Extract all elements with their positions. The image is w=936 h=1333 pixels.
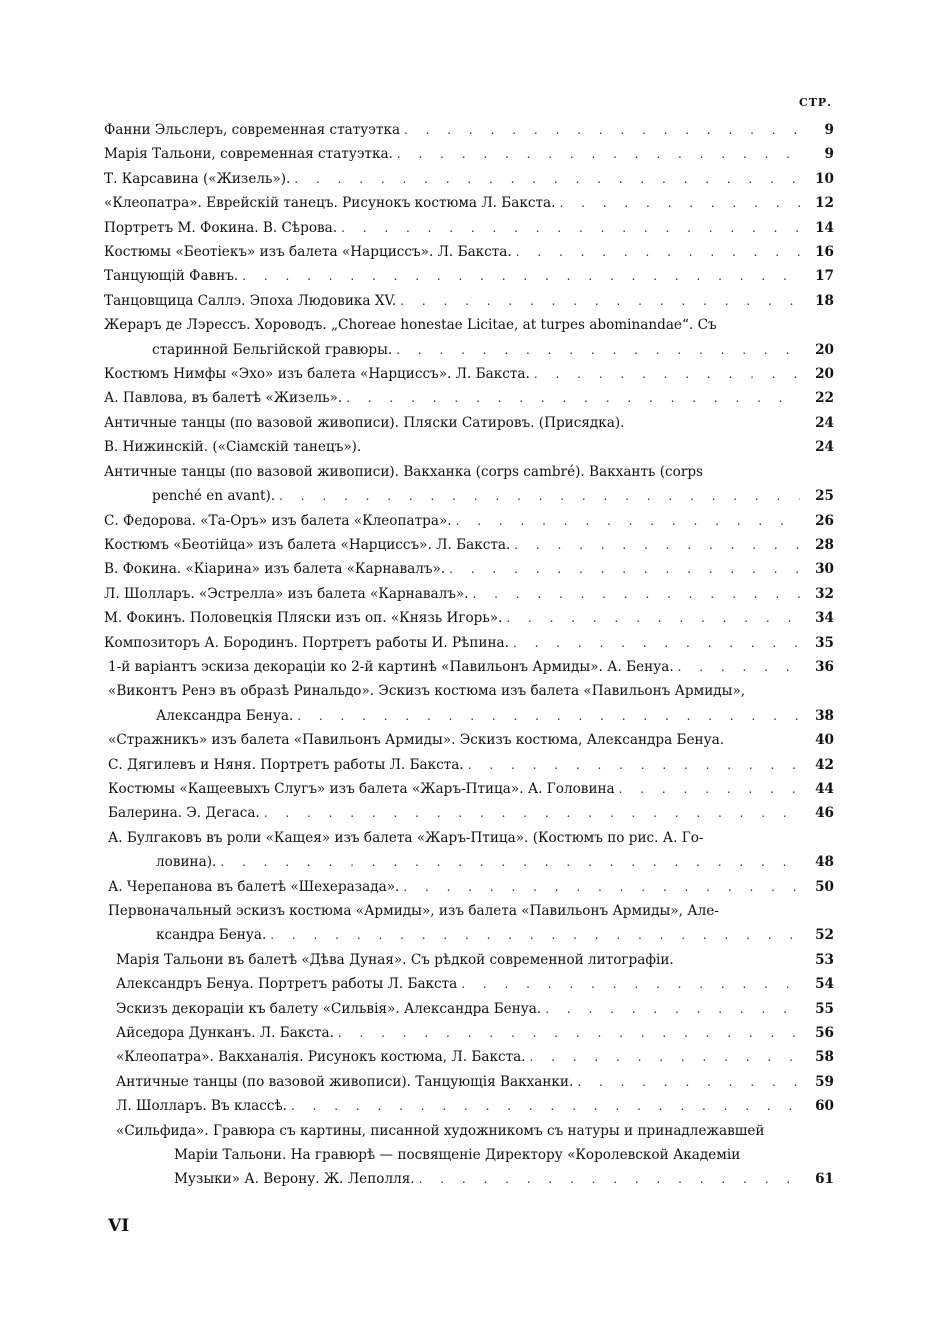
toc-entry: [104, 557, 834, 581]
toc-entry-title-line: Эскизъ декораціи къ балету «Сильвія». Александра Бенуа.: [116, 1000, 542, 1017]
toc-entry-page-number: 35: [815, 634, 834, 651]
toc-entry-title-line: penché en avant).: [152, 488, 276, 505]
dot-leader: [220, 850, 800, 874]
toc-entry-title-line: М. Фокинъ. Половецкія Пляски изъ оп. «Князь Игорь».: [104, 610, 503, 627]
dot-leader: [530, 1045, 800, 1069]
toc-entry-title-line: старинной Бельгійской гравюры.: [152, 341, 393, 358]
dot-leader: [678, 655, 800, 679]
toc-entry: [104, 411, 834, 435]
toc-entry: [104, 826, 834, 875]
toc-entry-page-number: 38: [815, 707, 834, 724]
toc-entry: [104, 264, 834, 288]
toc-entry: [104, 167, 834, 191]
toc-entry-page-number: 12: [815, 195, 834, 212]
toc-entry: [104, 1119, 834, 1192]
toc-entry-title-line: Фанни Эльслеръ, современная статуэтка: [104, 122, 401, 138]
dot-leader: [396, 338, 800, 362]
toc-entry-title-line: Композиторъ А. Бородинъ. Портретъ работы И. Рѣпина.: [104, 634, 509, 651]
toc-entry-page-number: 46: [815, 805, 834, 822]
toc-entry-title-line: В. Фокина. «Кіарина» изъ балета «Карнавалъ».: [104, 561, 446, 578]
toc-entry-page-number: 40: [815, 732, 834, 749]
toc-entry: [104, 216, 834, 240]
toc-entry: [104, 1094, 834, 1118]
toc-entry-page-number: 17: [815, 268, 834, 285]
toc-entry: [104, 386, 834, 410]
toc-entry-title-line: «Стражникъ» изъ балета «Павильонъ Армиды». Эскизъ костюма, Александра Бенуа.: [108, 732, 725, 749]
toc-entry-title-line: Л. Шолларъ. Въ классѣ.: [116, 1098, 287, 1115]
toc-entry-page-number: 24: [815, 439, 834, 456]
toc-entry-title-line: Первоначальный эскизъ костюма «Армиды», изъ балета «Павильонъ Армиды», Але-: [108, 903, 719, 919]
page-number-roman: VI: [108, 1216, 130, 1236]
toc-entry-title-line: Костюмъ «Беотійца» изъ балета «Нарциссъ». Л. Бакста.: [104, 536, 511, 553]
toc-entry-page-number: 22: [815, 390, 834, 407]
dot-leader: [506, 606, 800, 630]
dot-leader: [346, 386, 800, 410]
dot-leader: [456, 509, 800, 533]
dot-leader: [619, 777, 800, 801]
toc-entry-page-number: 28: [815, 536, 834, 553]
toc-entry-page-number: 48: [815, 854, 834, 871]
dot-leader: [534, 362, 800, 386]
toc-entry-title-line: ксандра Бенуа.: [156, 927, 267, 944]
toc-entry-title-line: Танцующій Фавнъ.: [104, 268, 239, 285]
toc-entry-title-line: «Сильфида». Гравюра съ картины, писанной художникомъ съ натуры и принадлежавшей: [116, 1122, 765, 1139]
toc-entry-title-line: Танцовщица Саллэ. Эпоха Людовика XV.: [104, 292, 397, 309]
list-of-illustrations: [104, 118, 834, 1192]
toc-entry-page-number: 53: [815, 951, 834, 968]
toc-entry: [104, 435, 834, 459]
dot-leader: [242, 264, 800, 288]
toc-entry: [104, 240, 834, 264]
dot-leader: [468, 753, 800, 777]
dot-leader: [297, 704, 800, 728]
toc-entry-page-number: 55: [815, 1000, 834, 1017]
toc-entry-title-line: Александра Бенуа.: [156, 707, 294, 724]
toc-entry-title-line: «Клеопатра». Вакханалія. Рисунокъ костюма, Л. Бакста.: [116, 1049, 526, 1066]
toc-entry-title-line: Марія Тальони, современная статуэтка.: [104, 146, 393, 163]
toc-entry-page-number: 50: [815, 878, 834, 895]
toc-entry-title-line: Жераръ де Лэрессъ. Хороводъ. „Choreae honestae Licitae, at turpes abominandae“. Съ: [104, 317, 717, 334]
toc-entry-title-line: Костюмъ Нимфы «Эхо» изъ балета «Нарциссъ». Л. Бакста.: [104, 366, 530, 383]
dot-leader: [279, 484, 800, 508]
dot-leader: [400, 289, 800, 313]
toc-entry: [104, 362, 834, 386]
toc-entry-page-number: 52: [815, 927, 834, 944]
toc-entry-page-number: 60: [815, 1098, 834, 1115]
toc-entry-page-number: 30: [815, 561, 834, 578]
dot-leader: [419, 1167, 800, 1191]
toc-entry: [104, 972, 834, 996]
toc-entry: [104, 1045, 834, 1069]
dot-leader: [338, 1021, 800, 1045]
toc-entry-title-line: Музыки» А. Верону. Ж. Леполля.: [174, 1171, 415, 1188]
toc-entry-page-number: 34: [815, 610, 834, 627]
toc-entry-title-line: А. Черепанова въ балетѣ «Шехеразада».: [108, 878, 400, 895]
toc-entry-title-line: ловина).: [156, 854, 217, 871]
toc-entry: [104, 728, 834, 752]
dot-leader: [545, 997, 800, 1021]
toc-entry: [104, 606, 834, 630]
toc-entry-title-line: Т. Карсавина («Жизель»).: [104, 170, 291, 187]
toc-entry-title-line: Л. Шолларъ. «Эстрелла» изъ балета «Карнавалъ».: [104, 585, 469, 602]
toc-entry-page-number: 20: [815, 366, 834, 383]
dot-leader: [270, 923, 800, 947]
dot-leader: [461, 972, 800, 996]
toc-entry-title-line: Портретъ М. Фокина. В. Сѣрова.: [104, 219, 338, 236]
toc-entry-page-number: 9: [824, 122, 834, 138]
toc-entry: [104, 533, 834, 557]
toc-entry-page-number: 56: [815, 1025, 834, 1042]
dot-leader: [404, 118, 800, 142]
toc-entry-title-line: С. Федорова. «Та-Оръ» изъ балета «Клеопатра».: [104, 512, 452, 529]
toc-entry-title-line: Костюмы «Беотіекъ» изъ балета «Нарциссъ». Л. Бакста.: [104, 244, 512, 261]
toc-entry: [104, 753, 834, 777]
toc-entry: [104, 313, 834, 362]
toc-entry: [104, 631, 834, 655]
toc-entry-title-line: Балерина. Э. Дегаса.: [108, 805, 260, 822]
toc-entry-page-number: 9: [824, 146, 834, 163]
toc-entry: [104, 509, 834, 533]
dot-leader: [403, 875, 800, 899]
toc-entry: [104, 582, 834, 606]
dot-leader: [514, 533, 800, 557]
toc-entry-title-line: Айседора Дунканъ. Л. Бакста.: [116, 1025, 334, 1042]
toc-entry-page-number: 20: [815, 341, 834, 358]
toc-entry: [104, 679, 834, 728]
toc-entry-page-number: 54: [815, 976, 834, 993]
toc-entry: [104, 142, 834, 166]
dot-leader: [473, 582, 800, 606]
toc-entry-title-line: А. Павлова, въ балетѣ «Жизель».: [104, 390, 343, 407]
toc-entry: [104, 997, 834, 1021]
toc-entry-title-line: 1-й варіантъ эскиза декораціи ко 2-й картинѣ «Павильонъ Армиды». А. Бенуа.: [108, 658, 674, 675]
toc-entry-page-number: 16: [815, 244, 834, 261]
dot-leader: [294, 167, 800, 191]
dot-leader: [264, 801, 800, 825]
toc-entry-page-number: 44: [815, 780, 834, 797]
toc-entry-title-line: Античные танцы (по вазовой живописи). Пляски Сатировъ. (Присядка).: [104, 414, 625, 431]
page-column-header: СТР.: [798, 96, 832, 109]
dot-leader: [341, 216, 800, 240]
toc-entry: [104, 948, 834, 972]
toc-entry-page-number: 24: [815, 414, 834, 431]
toc-entry: [104, 460, 834, 509]
toc-entry-title-line: В. Нижинскій. («Сіамскій танецъ»).: [104, 439, 362, 456]
toc-entry: [104, 801, 834, 825]
toc-entry: [104, 1021, 834, 1045]
dot-leader: [516, 240, 800, 264]
toc-entry-page-number: 61: [815, 1171, 834, 1188]
toc-entry-title-line: Античные танцы (по вазовой живописи). Танцующія Вакханки.: [116, 1073, 574, 1090]
toc-entry-page-number: 36: [815, 658, 834, 675]
toc-entry-page-number: 59: [815, 1073, 834, 1090]
toc-entry-page-number: 18: [815, 292, 834, 309]
toc-entry-page-number: 25: [815, 488, 834, 505]
toc-entry: [104, 289, 834, 313]
toc-entry: [104, 899, 834, 948]
toc-entry-title-line: «Клеопатра». Еврейскій танецъ. Рисунокъ костюма Л. Бакста.: [104, 195, 556, 212]
dot-leader: [449, 557, 800, 581]
dot-leader: [577, 1070, 800, 1094]
toc-entry-title-line: «Виконтъ Ренэ въ образѣ Ринальдо». Эскизъ костюма изъ балета «Павильонъ Армиды»,: [108, 683, 746, 700]
toc-entry: [104, 191, 834, 215]
toc-entry: [104, 655, 834, 679]
toc-entry-page-number: 26: [815, 512, 834, 529]
toc-entry-title-line: Маріи Тальони. На гравюрѣ — посвященіе Директору «Королевской Академіи: [174, 1147, 741, 1164]
toc-entry-page-number: 14: [815, 219, 834, 236]
toc-entry-page-number: 32: [815, 585, 834, 602]
toc-entry: [104, 1070, 834, 1094]
toc-entry-title-line: Костюмы «Кащеевыхъ Слугъ» изъ балета «Жаръ-Птица». А. Головина: [108, 780, 615, 797]
toc-entry-title-line: Античные танцы (по вазовой живописи). Вакханка (corps cambré). Вакханть (corps: [104, 463, 704, 480]
toc-entry-title-line: А. Булгаковъ въ роли «Кащея» изъ балета «Жаръ-Птица». (Костюмъ по рис. А. Го-: [108, 829, 704, 846]
toc-entry-title-line: Марія Тальони въ балетѣ «Дѣва Дуная». Съ рѣдкой современной литографіи.: [116, 951, 674, 968]
toc-entry: [104, 118, 834, 142]
toc-entry-title-line: С. Дягилевъ и Няня. Портретъ работы Л. Бакста.: [108, 756, 464, 773]
toc-entry: [104, 875, 834, 899]
dot-leader: [559, 191, 800, 215]
toc-entry-page-number: 42: [815, 756, 834, 773]
toc-entry-page-number: 58: [815, 1049, 834, 1066]
toc-entry-page-number: 10: [815, 170, 834, 187]
dot-leader: [291, 1094, 800, 1118]
toc-entry: [104, 777, 834, 801]
dot-leader: [513, 631, 800, 655]
toc-entry-title-line: Александръ Бенуа. Портретъ работы Л. Бакста: [116, 976, 458, 993]
dot-leader: [397, 142, 800, 166]
